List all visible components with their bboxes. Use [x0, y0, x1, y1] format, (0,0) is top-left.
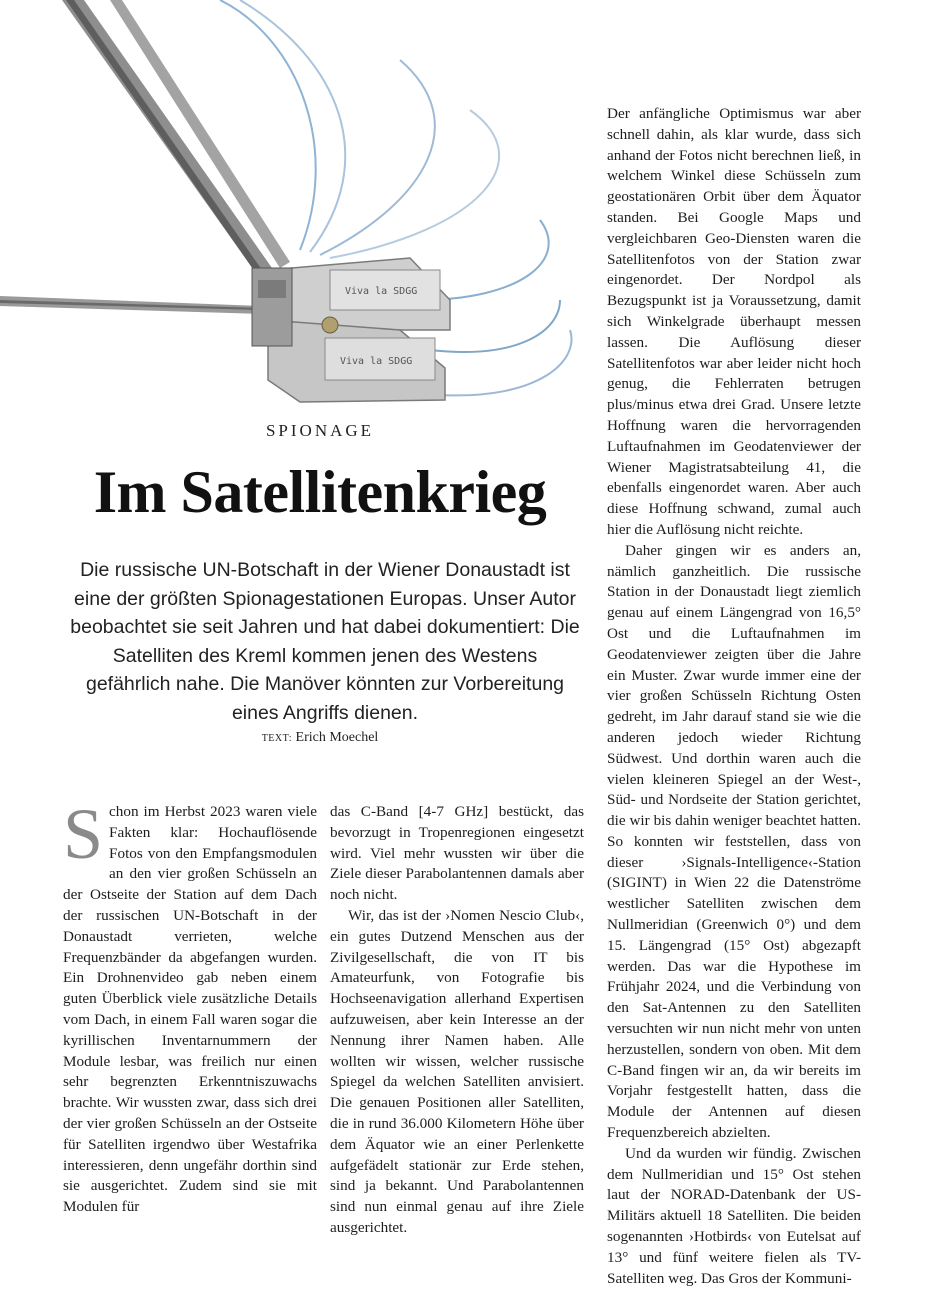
article-kicker: SPIONAGE — [265, 421, 375, 440]
mount-bracket — [252, 268, 292, 346]
body-column-2 — [330, 802, 584, 1239]
paragraph-text: chon im Herbst 2023 waren viele Fakten klar: Hochauflösende Fotos von den Empfangsmodulen an den vier großen Schüsseln an der Ostseite der Station auf dem Dach der russischen UN-Botschaft in der Donaustadt verrieten, welche Frequenzbänder da abgefangen wurden. Ein Drohnenvideo gab neben einem guten Überblick viele zusätzliche Details vom Dach, in einem Fall waren sogar die kyrillischen Inventarnummern der Module lesbar, was freilich nur einen sehr begrenzten Erkenntniszuwachs brachte. Wir wussten zwar, dass sich drei der vier großen Schüsseln an der Ostseite für Satelliten irgendwo über Westafrika interessieren, denn ungefähr dorthin sind sie ausgerichtet. Zudem sind sie mit Modulen für — [63, 803, 317, 1216]
body-column-3 — [607, 104, 861, 1289]
paragraph: das C-Band [4-7 GHz] bestückt, das bevorzugt in Tropenregionen eingesetzt wird. Viel mehr wussten wir über die Ziele dieser Parabolantennen damals aber noch nicht. — [330, 803, 584, 904]
byline-author: Erich Moechel — [295, 730, 379, 745]
paragraph — [63, 794, 317, 1218]
feed-arms — [0, 0, 290, 314]
article-byline — [0, 730, 640, 746]
lnb-module-photo — [0, 0, 600, 420]
article-lead: Die russische UN-Botschaft in der Wiener Donaustadt ist eine der größten Spionagestationen Europas. Unser Autor beobachtet sie seit Jahren und hat dabei dokumentiert: Die Satelliten des Kreml kommen jenen des Westens gefährlich nahe. Die Manöver könnten zur Vorbereitung eines Angriffs dienen. — [70, 559, 580, 724]
article-headline: Im Satellitenkrieg — [93, 459, 547, 525]
paragraph: Daher gingen wir es anders an, nämlich ganzheitlich. Die russische Station in der Donaustadt liegt ziemlich genau auf einem Längengrad von 16,5° Ost und die Luftaufnahmen im Geodatenviewer zeigten über die Jahre ein Muster. Zwar wurde immer eine der vier großen Schüsseln Richtung Osten gedreht, im Jahr darauf stand sie wie die anderen jedoch wieder Richtung Südwest. Und dorthin waren auch die vielen kleineren Spiegel an der West-, Süd- und Nordseite der Station gerichtet, die wir bis dahin weniger beachtet hatten. So konnten wir feststellen, dass von dieser ›Signals-Intelligence‹-Station (SIGINT) in Wien 22 die Datenströme westlicher Satelliten zwischen dem Nullmeridian (Greenwich 0°) und dem 15. Längengrad (15° Ost) abgezapft werden. Das war die Hypothese im Frühjahr 2024, und die Verbindung von den Sat-Antennen zu den Satelliten versuchten wir nun nicht mehr von unten herzustellen, sondern von oben. Mit dem C-Band fingen wir an, da wir bereits im Vorjahr festgestellt hatten, dass die Module der Antennen auf diesen Frequenzbereich abzielten. — [607, 541, 861, 1142]
drop-cap: S — [63, 794, 104, 874]
lnb-module-upper — [268, 258, 450, 330]
byline-label: TEXT: — [261, 733, 293, 744]
paragraph: Und da wurden wir fündig. Zwischen dem Nullmeridian und 15° Ost stehen laut der NORAD-Datenbank der US-Militärs aktuell 18 Satelliten. Die beiden sogenannten ›Hotbirds‹ von Eutelsat auf 13° und fünf weitere fielen als TV-Satelliten weg. Das Gros der Kommuni- — [607, 1144, 861, 1287]
paragraph: Der anfängliche Optimismus war aber schnell dahin, als klar wurde, dass sich anhand der Fotos nicht berechnen ließ, in welchem Winkel diese Schüsseln zum geostationären Orbit über dem Äquator standen. Bei Google Maps und vergleichbaren Geo-Diensten waren die Satellitenfotos von der Station zwar eingenordet. Der Nordpol als Bezugspunkt ist ja Voraussetzung, damit sich Winkelgrade überhaupt messen lassen. Die Auflösung dieser Satellitenfotos war aber leider nicht hoch genug, die Fehlerraten betrugen plus/minus etwa drei Grad. Unsere letzte Hoffnung waren die hervorragenden Luftaufnahmen im Geodatenviewer der Wiener Magistratsabteilung 41, die ebenfalls eingenordet waren. Aber auch diese Hoffnung schwand, zumal auch hier die Auflösung nicht reichte. — [607, 105, 861, 538]
module-label: Viva la SDGG — [345, 286, 418, 297]
paragraph: Wir, das ist der ›Nomen Nescio Club‹, ein gutes Dutzend Menschen aus der Zivilgesellschaft, die von IT bis Amateurfunk, von Fotografie bis Hochseenavigation allerhand Expertisen aufzuweisen, aber kein Interesse an der Nennung ihrer Namen haben. Alle wollten wir wissen, welcher russische Spiegel da welchen Satelliten anvisiert. Die genauen Positionen aller Satelliten, die in rund 36.000 Kilometern Höhe über dem Äquator wie an einer Perlenkette aufgefädelt stationär zur Erde stehen, sind ja bekannt. Und Parabolantennen sind nun einmal genau auf ihre Ziele ausgerichtet. — [330, 906, 584, 1236]
module-label: Viva la SDGG — [340, 356, 413, 367]
body-column-1 — [63, 794, 317, 1218]
